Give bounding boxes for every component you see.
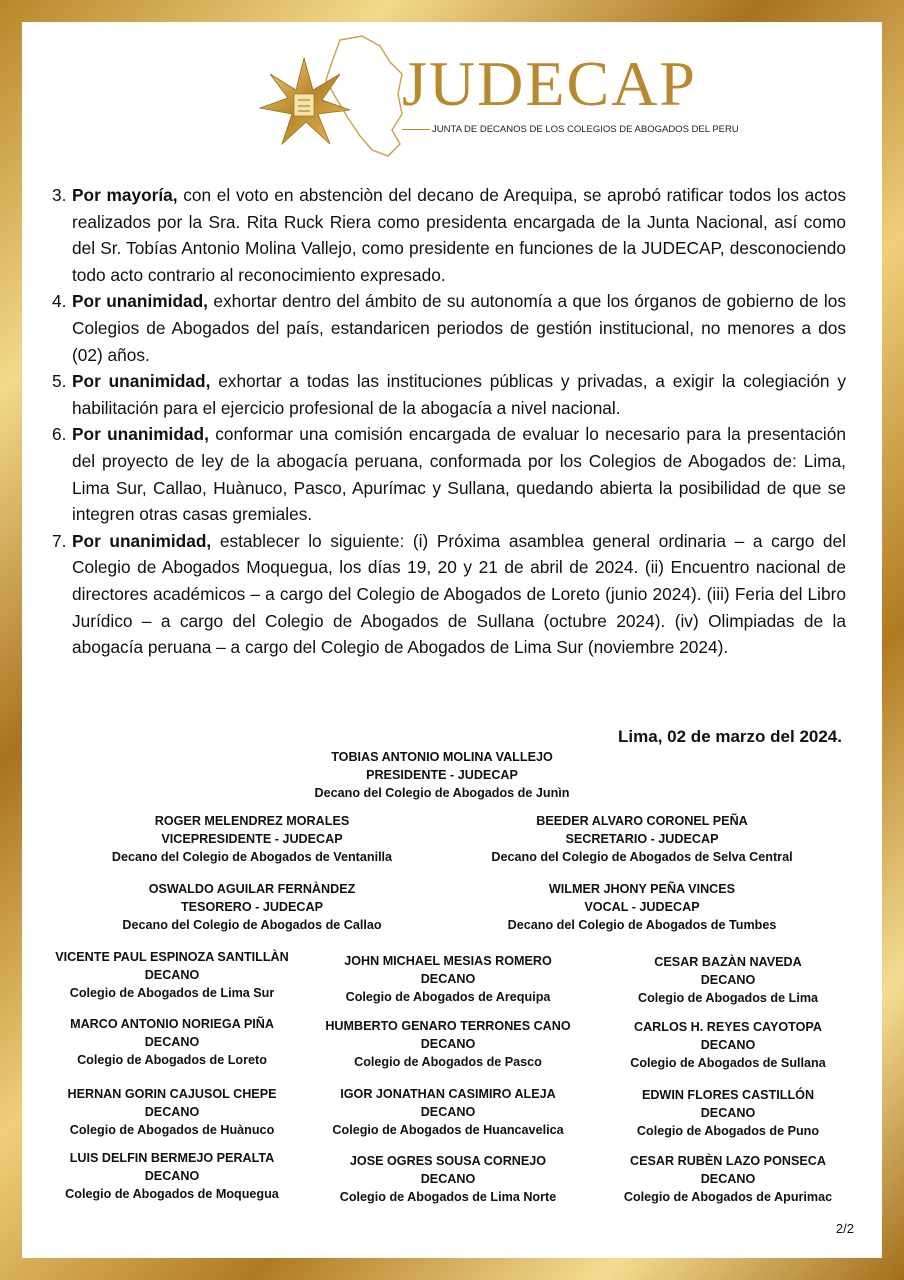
signer-role: VOCAL - JUDECAP [584,900,700,914]
signer-role: TESORERO - JUDECAP [180,900,324,914]
list-item [52,421,846,527]
list-item [52,288,846,368]
signer-name: IGOR JONATHAN CASIMIRO ALEJA [340,1087,556,1101]
signature-block [42,1015,302,1069]
signature-block [318,952,578,1006]
item-lead: Por unanimidad, [72,291,208,312]
signer-name: WILMER JHONY PEÑA VINCES [548,882,736,896]
signer-name: JOSE OGRES SOUSA CORNEJO [349,1154,547,1168]
signer-org: Decano del Colegio de Abogados de Ventanilla [111,850,393,864]
signer-org: Colegio de Abogados de Sullana [630,1056,826,1070]
signer-name: LUIS DELFIN BERMEJO PERALTA [69,1151,275,1165]
signer-name: CESAR BAZÀN NAVEDA [654,955,802,969]
signature-block [272,748,612,802]
item-lead: Por unanimidad, [72,424,209,445]
document-date: Lima, 02 de marzo del 2024. [618,727,842,746]
signer-org: Colegio de Abogados de Loreto [77,1053,267,1067]
item-lead: Por mayoría, [72,185,178,205]
resolution-list [52,182,846,661]
signer-role: DECANO [144,1105,200,1119]
item-lead: Por unanimidad, [72,530,212,551]
signature-block [42,1149,302,1203]
brand-title: JUDECAP [402,48,697,119]
signer-name: MARCO ANTONIO NORIEGA PIÑA [70,1017,274,1031]
signer-org: Colegio de Abogados de Apurimac [623,1190,833,1204]
signer-role: VICEPRESIDENTE - JUDECAP [161,832,343,846]
brand-rule [402,129,430,130]
signer-org: Decano del Colegio de Abogados de Callao [122,918,382,932]
item-text: exhortar a todas las instituciones públicas y privadas, a exigir la colegiación y habilitación para el ejercicio profesional de la abogacía a nivel nacional. [72,371,846,418]
signer-org: Decano del Colegio de Abogados de Junìn [314,786,570,800]
signature-block [72,812,432,866]
item-text: conformar una comisión encargada de evaluar lo necesario para la presentación del proyecto de ley de la abogacía peruana, conformada por los Colegios de Abogados de: Lima, Lima Sur, Callao, Huànuco, Pasco, Apurímac y Sullana, quedando abierta la posibilidad de que se integren otras casas gremiales. [72,424,846,525]
brand-subtitle: JUNTA DE DECANOS DE LOS COLEGIOS DE ABOGADOS DEL PERU [432,124,739,135]
signer-org: Colegio de Abogados de Pasco [354,1055,542,1069]
item-text: con el voto en abstenciòn del decano de Arequipa, se aprobó ratificar todos los actos realizados por la Sra. Rita Ruck Riera como presidenta encargada de la Junta Nacional, así como del Sr. Tobías Antonio Molina Vallejo, como presidente en funciones de la JUDECAP, desconociendo todo acto contrario al reconocimiento expresado. [72,185,846,285]
signer-org: Colegio de Abogados de Arequipa [345,990,551,1004]
signer-name: HUMBERTO GENARO TERRONES CANO [325,1019,571,1033]
signer-name: CESAR RUBÈN LAZO PONSECA [630,1154,826,1168]
signer-org: Colegio de Abogados de Puno [636,1124,820,1138]
signer-name: EDWIN FLORES CASTILLÓN [641,1088,815,1102]
signer-org: Decano del Colegio de Abogados de Tumbes [507,918,777,932]
signer-org: Colegio de Abogados de Huancavelica [332,1123,564,1137]
signer-role: DECANO [420,1172,476,1186]
item-number: 4. [52,291,67,312]
item-number: 3. [52,185,67,205]
list-item [52,182,846,288]
signature-block [462,880,822,934]
item-number: 7. [52,530,67,551]
signer-role: DECANO [420,1105,476,1119]
item-number: 5. [52,371,67,392]
item-text: exhortar dentro del ámbito de su autonomía a que los órganos de gobierno de los Colegios de Abogados del país, estandaricen periodos de gestión institucional, no menores a dos (02) años. [72,291,846,365]
signer-name: BEEDER ALVARO CORONEL PEÑA [536,814,748,828]
signer-role: DECANO [700,1172,756,1186]
signature-block [598,1086,858,1140]
signature-block [598,1018,858,1072]
letterhead [252,32,739,157]
signer-role: DECANO [700,1106,756,1120]
signer-name: OSWALDO AGUILAR FERNÀNDEZ [148,882,356,896]
signature-block [598,953,858,1007]
item-number: 6. [52,424,67,445]
signer-role: DECANO [700,973,756,987]
document-page [22,22,882,1258]
item-lead: Por unanimidad, [72,371,211,392]
signer-name: ROGER MELENDREZ MORALES [154,814,350,828]
signer-name: HERNAN GORIN CAJUSOL CHEPE [67,1087,277,1101]
signer-role: DECANO [700,1038,756,1052]
signer-org: Decano del Colegio de Abogados de Selva Central [491,850,793,864]
signature-block [462,812,822,866]
signer-org: Colegio de Abogados de Huànuco [69,1123,275,1137]
signer-org: Colegio de Abogados de Lima [637,991,819,1005]
signature-block [42,1085,302,1139]
signature-block [598,1152,858,1206]
signer-role: DECANO [420,1037,476,1051]
signer-role: DECANO [420,972,476,986]
signature-block [72,880,432,934]
signer-org: Colegio de Abogados de Moquegua [65,1187,279,1201]
list-item [52,368,846,421]
signer-name: CARLOS H. REYES CAYOTOPA [633,1020,822,1034]
signer-name: TOBIAS ANTONIO MOLINA VALLEJO [331,750,553,764]
list-item [52,528,846,661]
page-number: 2/2 [835,1221,854,1236]
signer-role: PRESIDENTE - JUDECAP [366,768,518,782]
signature-block [318,1017,578,1071]
signature-block [42,948,302,1002]
judecap-logo-icon [252,32,412,162]
signer-role: SECRETARIO - JUDECAP [565,832,719,846]
signer-name: JOHN MICHAEL MESIAS ROMERO [344,954,552,968]
signer-org: Colegio de Abogados de Lima Norte [339,1190,557,1204]
signer-name: VICENTE PAUL ESPINOZA SANTILLÀN [55,950,289,964]
signature-block [318,1085,578,1139]
signer-role: DECANO [144,968,200,982]
signer-role: DECANO [144,1169,200,1183]
signer-role: DECANO [144,1035,200,1049]
signer-org: Colegio de Abogados de Lima Sur [69,986,275,1000]
item-text: establecer lo siguiente: (i) Próxima asamblea general ordinaria – a cargo del Colegio de Abogados Moquegua, los días 19, 20 y 21 de abril de 2024. (ii) Encuentro nacional de directores académicos – a cargo del Colegio de Abogados de Loreto (junio 2024). (iii) Feria del Libro Jurídico – a cargo del Colegio de Abogados de Sullana (octubre 2024). (iv) Olimpiadas de la abogacía peruana – a cargo del Colegio de Abogados de Lima Sur (noviembre 2024). [72,530,846,658]
signature-block [318,1152,578,1206]
